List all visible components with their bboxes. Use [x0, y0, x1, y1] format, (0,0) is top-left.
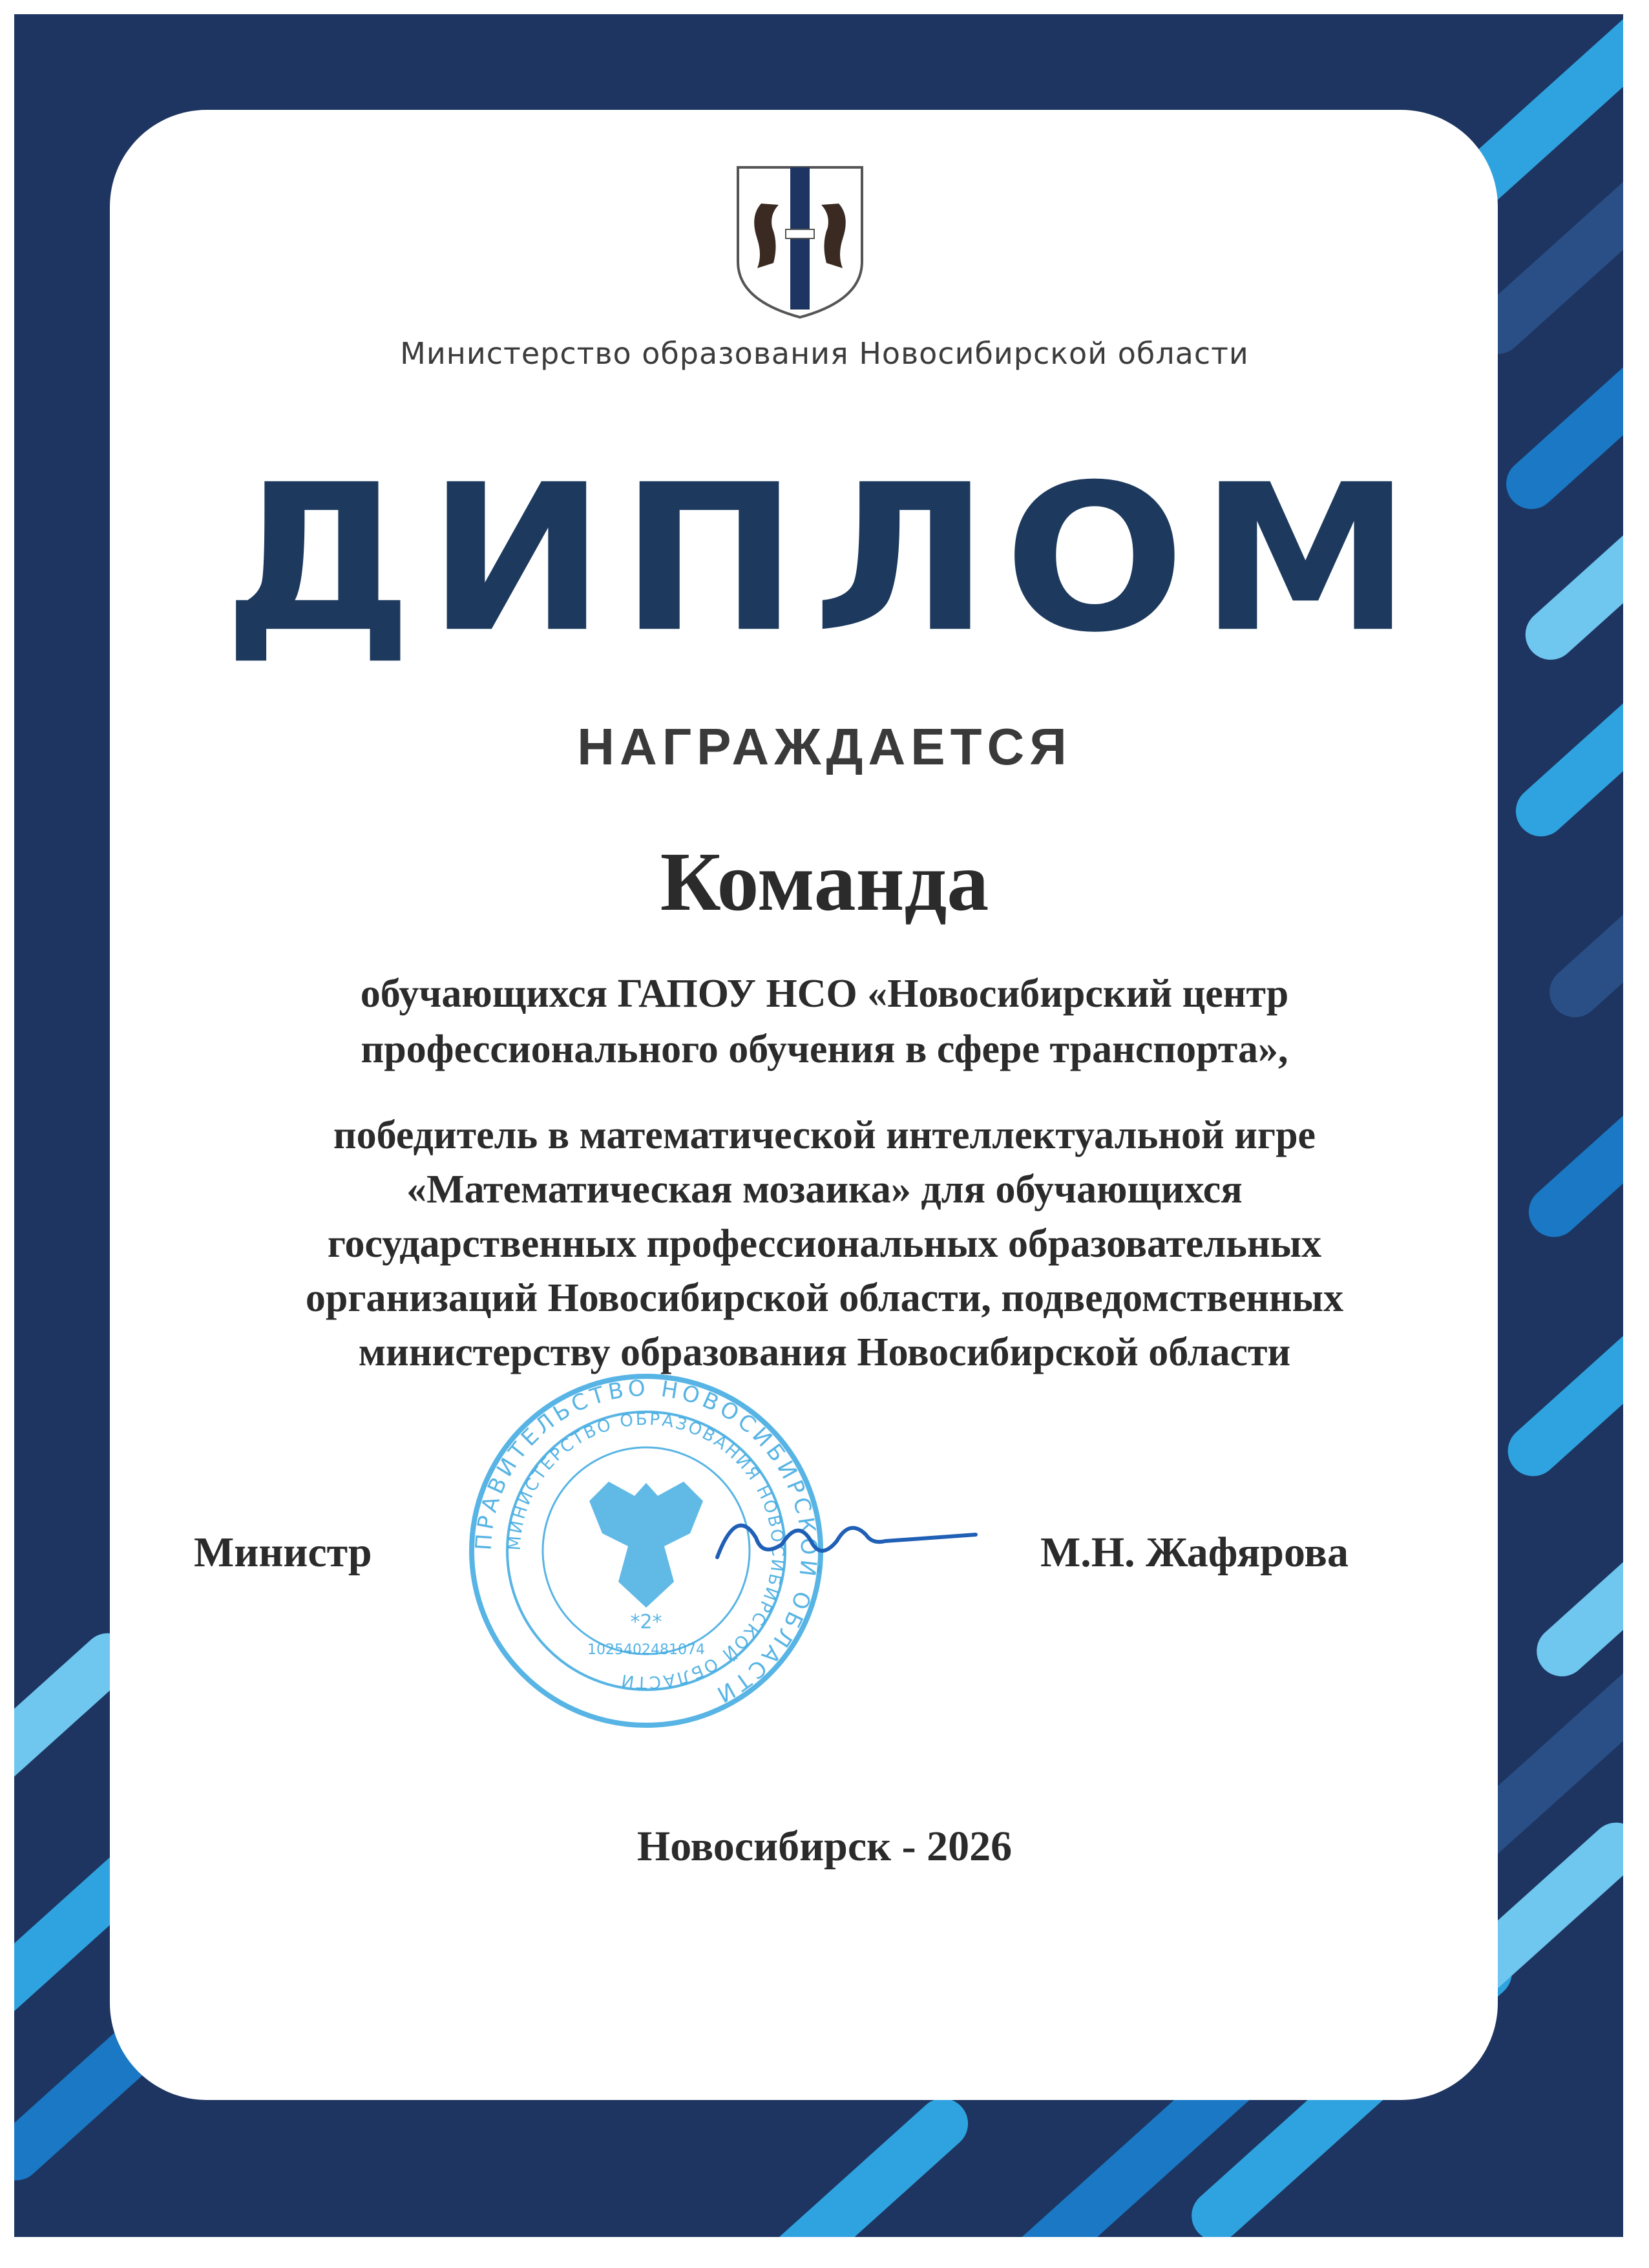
- diploma-title: ДИПЛОМ: [223, 441, 1426, 677]
- decor-stripe: [743, 2088, 978, 2238]
- place-and-year: Новосибирск - 2026: [636, 1823, 1013, 1870]
- organization-line: обучающихся ГАПОУ НСО «Новосибирский центр: [360, 972, 1289, 1016]
- citation-line: «Математическая мозаика» для обучающихся: [406, 1168, 1243, 1212]
- double-headed-eagle-icon: [589, 1482, 703, 1608]
- handwritten-signature: [711, 1493, 982, 1583]
- citation-line: победитель в математической интеллектуальной игре: [333, 1113, 1316, 1157]
- recipient-name: Команда: [660, 835, 989, 929]
- seal-inner-text: МИНИСТЕРСТВО ОБРАЗОВАНИЯ НОВОСИБИРСКОЙ ОБЛАСТИ: [505, 1409, 788, 1692]
- seal-outer-text: ПРАВИТЕЛЬСТВО НОВОСИБИРСКОЙ ОБЛАСТИ: [470, 1375, 822, 1709]
- regional-coat-of-arms-icon: [735, 165, 865, 320]
- organization-line: профессионального обучения в сфере транспорта»,: [361, 1027, 1288, 1071]
- ministry-name: Министерство образования Новосибирской области: [400, 336, 1249, 371]
- seal-center-mark: *2*: [630, 1611, 662, 1633]
- diploma-card: [110, 110, 1498, 2100]
- signatory-name: М.Н. Жафярова: [1040, 1529, 1349, 1576]
- signatory-role: Министр: [194, 1529, 372, 1576]
- decor-stripe: [1518, 1028, 1623, 1247]
- citation-line: государственных профессиональных образовательных: [327, 1222, 1322, 1266]
- citation-text: [129, 1108, 1520, 1380]
- awarded-label: НАГРАЖДАЕТСЯ: [577, 718, 1072, 775]
- decor-stripe: [1526, 1494, 1623, 1687]
- citation-line: организаций Новосибирской области, подведомственных: [305, 1276, 1344, 1320]
- organization-text: [129, 966, 1520, 1077]
- citation-line: министерству образования Новосибирской области: [358, 1330, 1291, 1374]
- seal-number: 1025402481074: [587, 1642, 705, 1658]
